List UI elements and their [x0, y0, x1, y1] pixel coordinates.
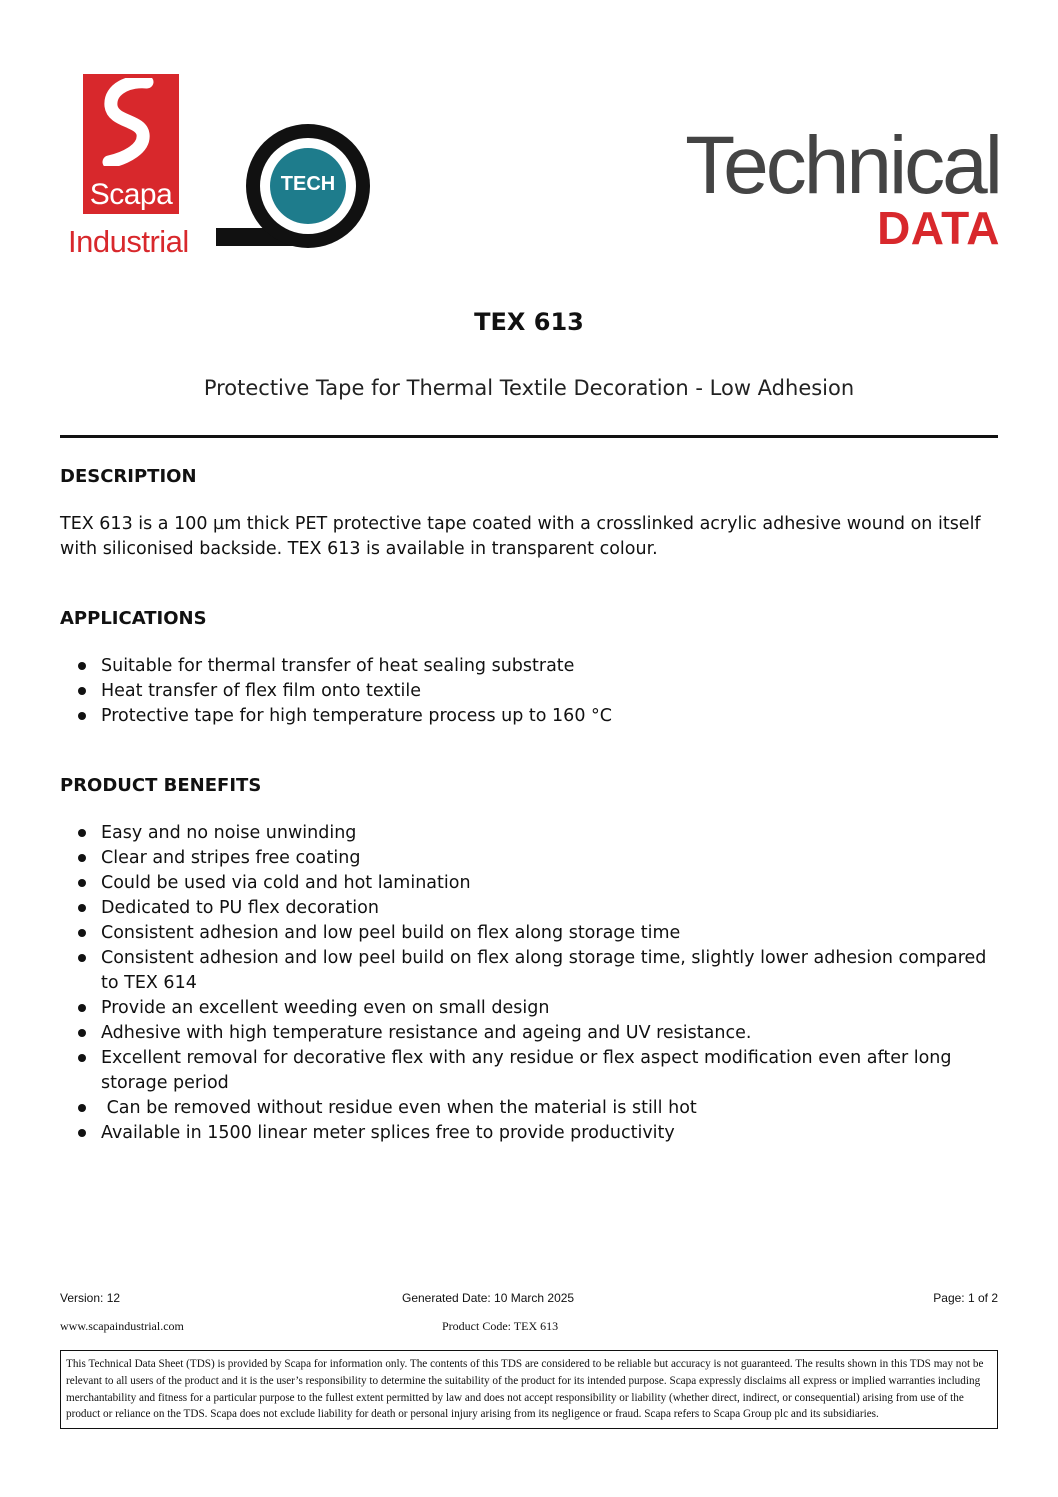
- footer-page-number: Page: 1 of 2: [933, 1291, 998, 1305]
- footer-generated-date: Generated Date: 10 March 2025: [402, 1291, 575, 1305]
- scapa-logo-industrial: Industrial: [68, 224, 189, 259]
- list-item: Heat transfer of flex film onto textile: [60, 679, 998, 704]
- list-item: Dedicated to PU flex decoration: [60, 896, 998, 921]
- bullet-icon: [78, 712, 86, 720]
- bullet-icon: [78, 854, 86, 862]
- list-item: Consistent adhesion and low peel build on flex along storage time: [60, 921, 998, 946]
- list-item: Suitable for thermal transfer of heat sealing substrate: [60, 654, 998, 679]
- bullet-icon: [78, 879, 86, 887]
- list-item: Provide an excellent weeding even on small design: [60, 996, 998, 1021]
- bullet-icon: [78, 929, 86, 937]
- description-heading: DESCRIPTION: [60, 466, 197, 487]
- list-item: Adhesive with high temperature resistance and ageing and UV resistance.: [60, 1021, 998, 1046]
- benefits-heading: PRODUCT BENEFITS: [60, 775, 262, 796]
- bullet-icon: [78, 829, 86, 837]
- list-item: Excellent removal for decorative flex with any residue or flex aspect modification even after long storage period: [60, 1046, 998, 1096]
- bullet-icon: [78, 1029, 86, 1037]
- list-item: Protective tape for high temperature process up to 160 °C: [60, 704, 998, 729]
- footer-version: Version: 12: [60, 1291, 121, 1305]
- bullet-icon: [78, 1129, 86, 1137]
- bullet-icon: [78, 954, 86, 962]
- product-title: TEX 613: [474, 308, 584, 336]
- bullet-icon: [78, 662, 86, 670]
- product-subtitle: Protective Tape for Thermal Textile Decoration - Low Adhesion: [203, 376, 855, 400]
- footer-disclaimer: This Technical Data Sheet (TDS) is provided by Scapa for information only. The contents of this TDS are considered to be reliable but accuracy is not guaranteed. The results shown in this TDS may not be relevant to all users of the product and it is the user’s responsibility to determine the suitability of the product for its intended purpose. Scapa expressly disclaims all express or implied warranties including merchantability and fitness for a particular purpose to the fullest extent permitted by law and does not accept responsibility or liability (whether direct, indirect, or consequential) arising from use of the product or reliance on the TDS. Scapa does not exclude liability for death or personal injury arising from its negligence or fraud. Scapa refers to Scapa Group plc and its subsidiaries.: [60, 1350, 998, 1429]
- scapa-logo-word: Scapa: [89, 178, 173, 211]
- bullet-icon: [78, 904, 86, 912]
- list-item: Available in 1500 linear meter splices free to provide productivity: [60, 1121, 998, 1146]
- applications-list: [60, 654, 998, 729]
- title-divider: [60, 435, 998, 438]
- description-text: TEX 613 is a 100 µm thick PET protective tape coated with a crosslinked acrylic adhesive wound on itself with siliconised backside. TEX 613 is available in transparent colour.: [60, 514, 981, 559]
- bullet-icon: [78, 1104, 86, 1112]
- bullet-icon: [78, 687, 86, 695]
- list-item: Can be removed without residue even when the material is still hot: [60, 1096, 998, 1121]
- list-item: Clear and stripes free coating: [60, 846, 998, 871]
- bullet-icon: [78, 1004, 86, 1012]
- footer-product-code: Product Code: TEX 613: [442, 1319, 559, 1333]
- footer-website-link[interactable]: www.scapaindustrial.com: [60, 1319, 184, 1333]
- list-item: Consistent adhesion and low peel build on flex along storage time, slightly lower adhesion compared to TEX 614: [60, 946, 998, 996]
- scapa-industrial-logo: [68, 74, 194, 260]
- banner-data: DATA: [877, 202, 1000, 254]
- technical-data-banner: [685, 120, 1000, 254]
- scapa-logo-red-block: [83, 74, 179, 214]
- list-item: Could be used via cold and hot lamination: [60, 871, 998, 896]
- banner-technical: Technical: [685, 120, 1000, 211]
- benefits-list: [60, 821, 998, 1146]
- scapa-s-icon: [101, 78, 157, 166]
- list-item: Easy and no noise unwinding: [60, 821, 998, 846]
- document-body: [60, 464, 998, 1146]
- tech-badge-label: TECH: [280, 173, 336, 195]
- applications-heading: APPLICATIONS: [60, 608, 207, 629]
- bullet-icon: [78, 1054, 86, 1062]
